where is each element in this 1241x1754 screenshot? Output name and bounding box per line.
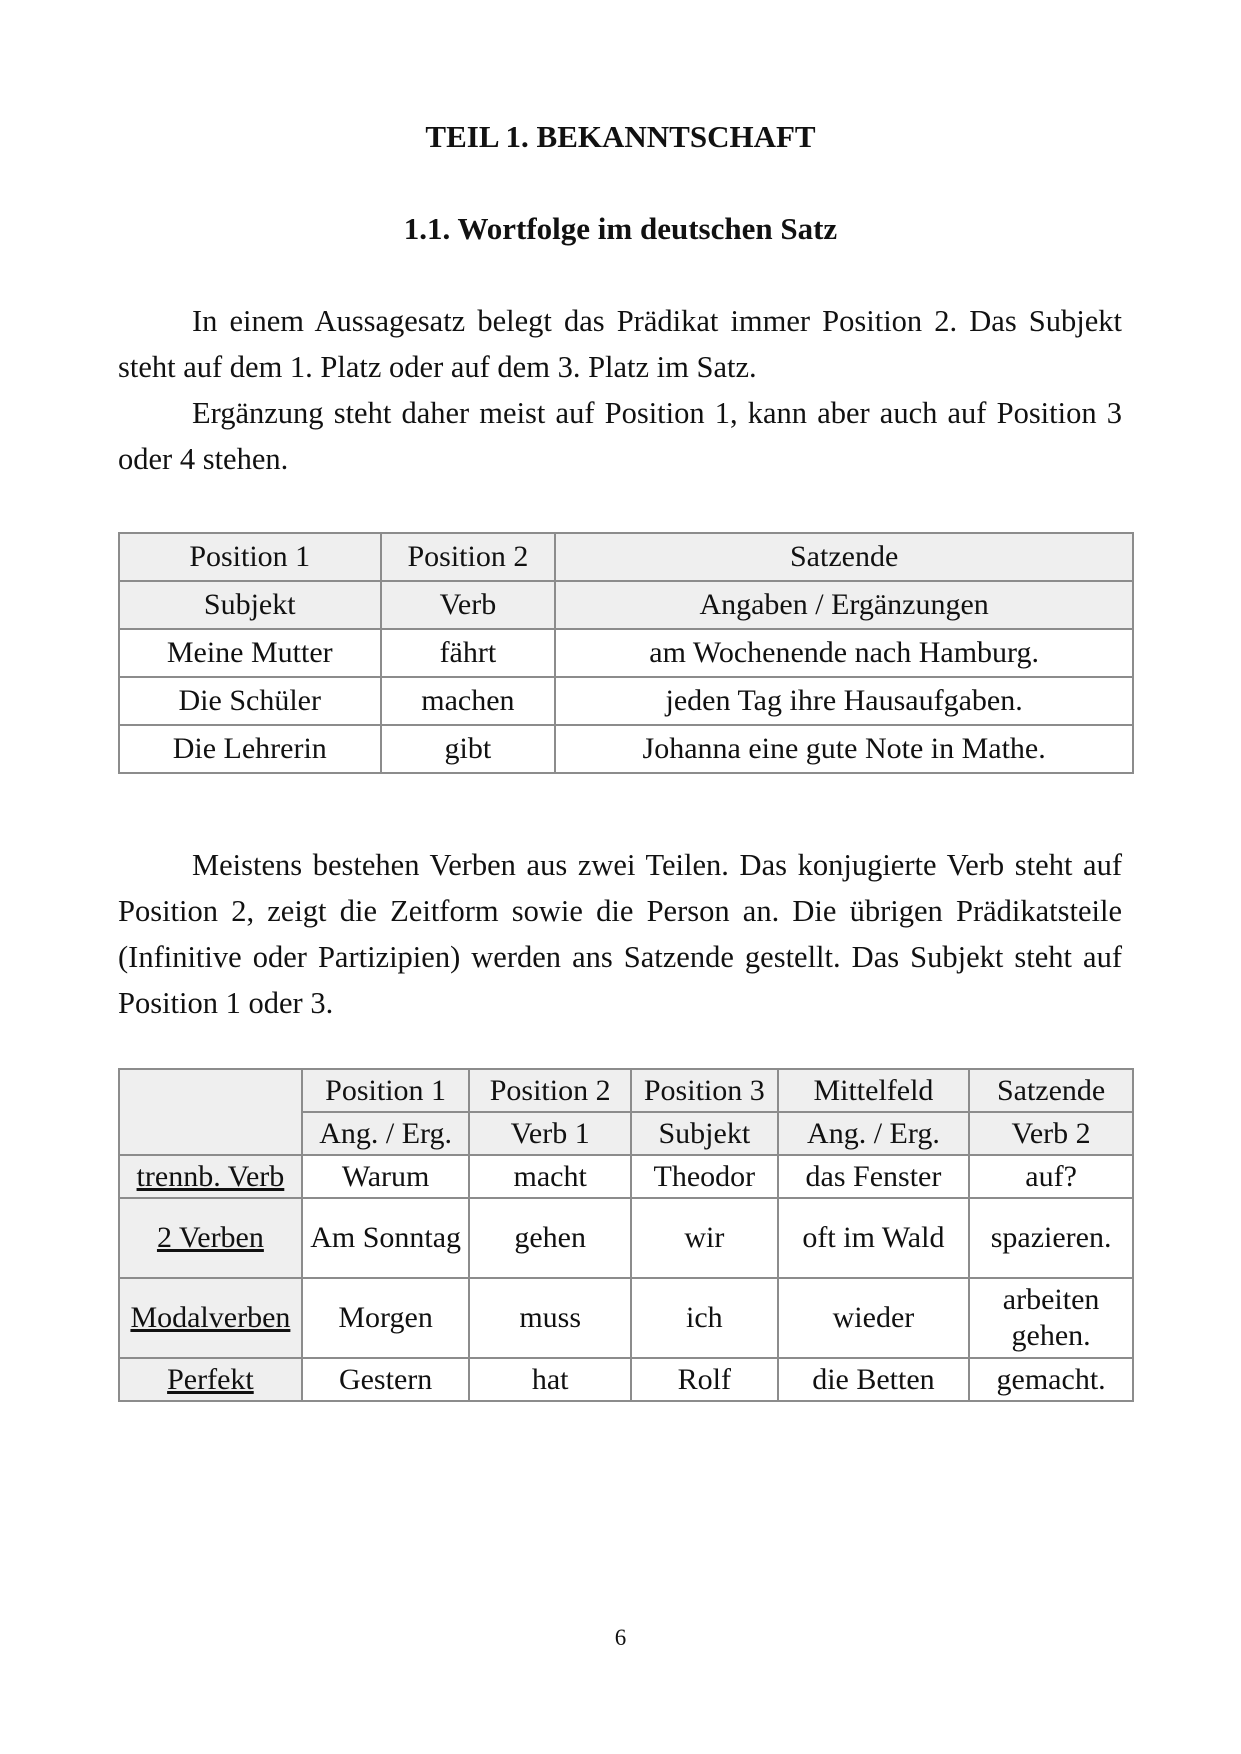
intro-paragraph-2: Ergänzung steht daher meist auf Position 1, kann aber auch auf Position 3 oder 4 stehen. <box>118 396 1122 476</box>
table2-cell: Am Sonntag <box>302 1198 470 1278</box>
table1-header-cell: Position 1 <box>119 533 381 581</box>
table2-cell: muss <box>469 1278 631 1358</box>
table2-cell: Morgen <box>302 1278 470 1358</box>
table2-header-cell: Verb 2 <box>969 1112 1133 1155</box>
table2-cell: wir <box>631 1198 778 1278</box>
table2-row-label: 2 Verben <box>119 1198 302 1278</box>
table2-header-cell: Subjekt <box>631 1112 778 1155</box>
table1-cell: gibt <box>381 725 556 773</box>
table2-cell: auf? <box>969 1155 1133 1198</box>
table2-cell: Warum <box>302 1155 470 1198</box>
word-order-table <box>118 532 1134 774</box>
table2-header-cell: Ang. / Erg. <box>778 1112 970 1155</box>
page-number: 6 <box>614 1625 627 1650</box>
verb-position-table <box>118 1068 1134 1402</box>
table2-cell: Theodor <box>631 1155 778 1198</box>
table2-cell: hat <box>469 1358 631 1401</box>
table1-header-cell: Subjekt <box>119 581 381 629</box>
table1-header-cell: Verb <box>381 581 556 629</box>
table1-header-cell: Angaben / Ergänzungen <box>555 581 1133 629</box>
intro-paragraph-1: In einem Aussagesatz belegt das Prädikat immer Position 2. Das Subjekt steht auf dem 1. Platz oder auf dem 3. Platz im Satz. <box>118 304 1122 384</box>
table1-header-row-2 <box>119 581 1133 629</box>
verb-paragraph: Meistens bestehen Verben aus zwei Teilen. Das konjugierte Verb steht auf Position 2, zeigt die Zeitform sowie die Person an. Die übrigen Prädikatsteile (Infinitive oder Partizipien) werden ans Satzende gestellt. Das Subjekt steht auf Position 1 oder 3. <box>118 848 1122 1020</box>
table2-cell: Gestern <box>302 1358 470 1401</box>
section-title: 1.1. Wortfolge im deutschen Satz <box>403 211 838 246</box>
table2-header-cell: Satzende <box>969 1069 1133 1112</box>
table2-cell: das Fenster <box>778 1155 970 1198</box>
table2-row-label: Perfekt <box>119 1358 302 1401</box>
table1-cell: Die Schüler <box>119 677 381 725</box>
table2-header-cell: Position 2 <box>469 1069 631 1112</box>
table2-row-label: trennb. Verb <box>119 1155 302 1198</box>
table2-header-row-1 <box>119 1069 1133 1112</box>
table1-cell: fährt <box>381 629 556 677</box>
table1-cell: Die Lehrerin <box>119 725 381 773</box>
table2-corner-cell <box>119 1069 302 1155</box>
table2-cell: gehen <box>469 1198 631 1278</box>
table2-header-cell: Verb 1 <box>469 1112 631 1155</box>
table2-header-cell: Ang. / Erg. <box>302 1112 470 1155</box>
table1-header-row-1 <box>119 533 1133 581</box>
table1-cell: Johanna eine gute Note in Mathe. <box>555 725 1133 773</box>
table2-row-label: Modalverben <box>119 1278 302 1358</box>
table2-cell: spazieren. <box>969 1198 1133 1278</box>
table2-cell: arbeiten gehen. <box>969 1278 1133 1358</box>
table2-header-cell: Mittelfeld <box>778 1069 970 1112</box>
table1-row <box>119 677 1133 725</box>
table2-cell: die Betten <box>778 1358 970 1401</box>
table2-header-cell: Position 3 <box>631 1069 778 1112</box>
table2-cell: wieder <box>778 1278 970 1358</box>
table1-cell: Meine Mutter <box>119 629 381 677</box>
table1-cell: machen <box>381 677 556 725</box>
table1-header-cell: Satzende <box>555 533 1133 581</box>
table1-cell: am Wochenende nach Hamburg. <box>555 629 1133 677</box>
intro-text <box>118 298 1122 482</box>
table2-row <box>119 1155 1133 1198</box>
table2-cell: ich <box>631 1278 778 1358</box>
table2-cell: macht <box>469 1155 631 1198</box>
table2-cell: oft im Wald <box>778 1198 970 1278</box>
verb-text <box>118 842 1122 1026</box>
table2-cell: Rolf <box>631 1358 778 1401</box>
table1-cell: jeden Tag ihre Hausaufgaben. <box>555 677 1133 725</box>
table2-row <box>119 1198 1133 1278</box>
table2-row <box>119 1358 1133 1401</box>
chapter-title: TEIL 1. BEKANNTSCHAFT <box>425 119 816 154</box>
table2-header-cell: Position 1 <box>302 1069 470 1112</box>
table1-header-cell: Position 2 <box>381 533 556 581</box>
table2-cell: gemacht. <box>969 1358 1133 1401</box>
table2-row <box>119 1278 1133 1358</box>
table1-row <box>119 629 1133 677</box>
table1-row <box>119 725 1133 773</box>
